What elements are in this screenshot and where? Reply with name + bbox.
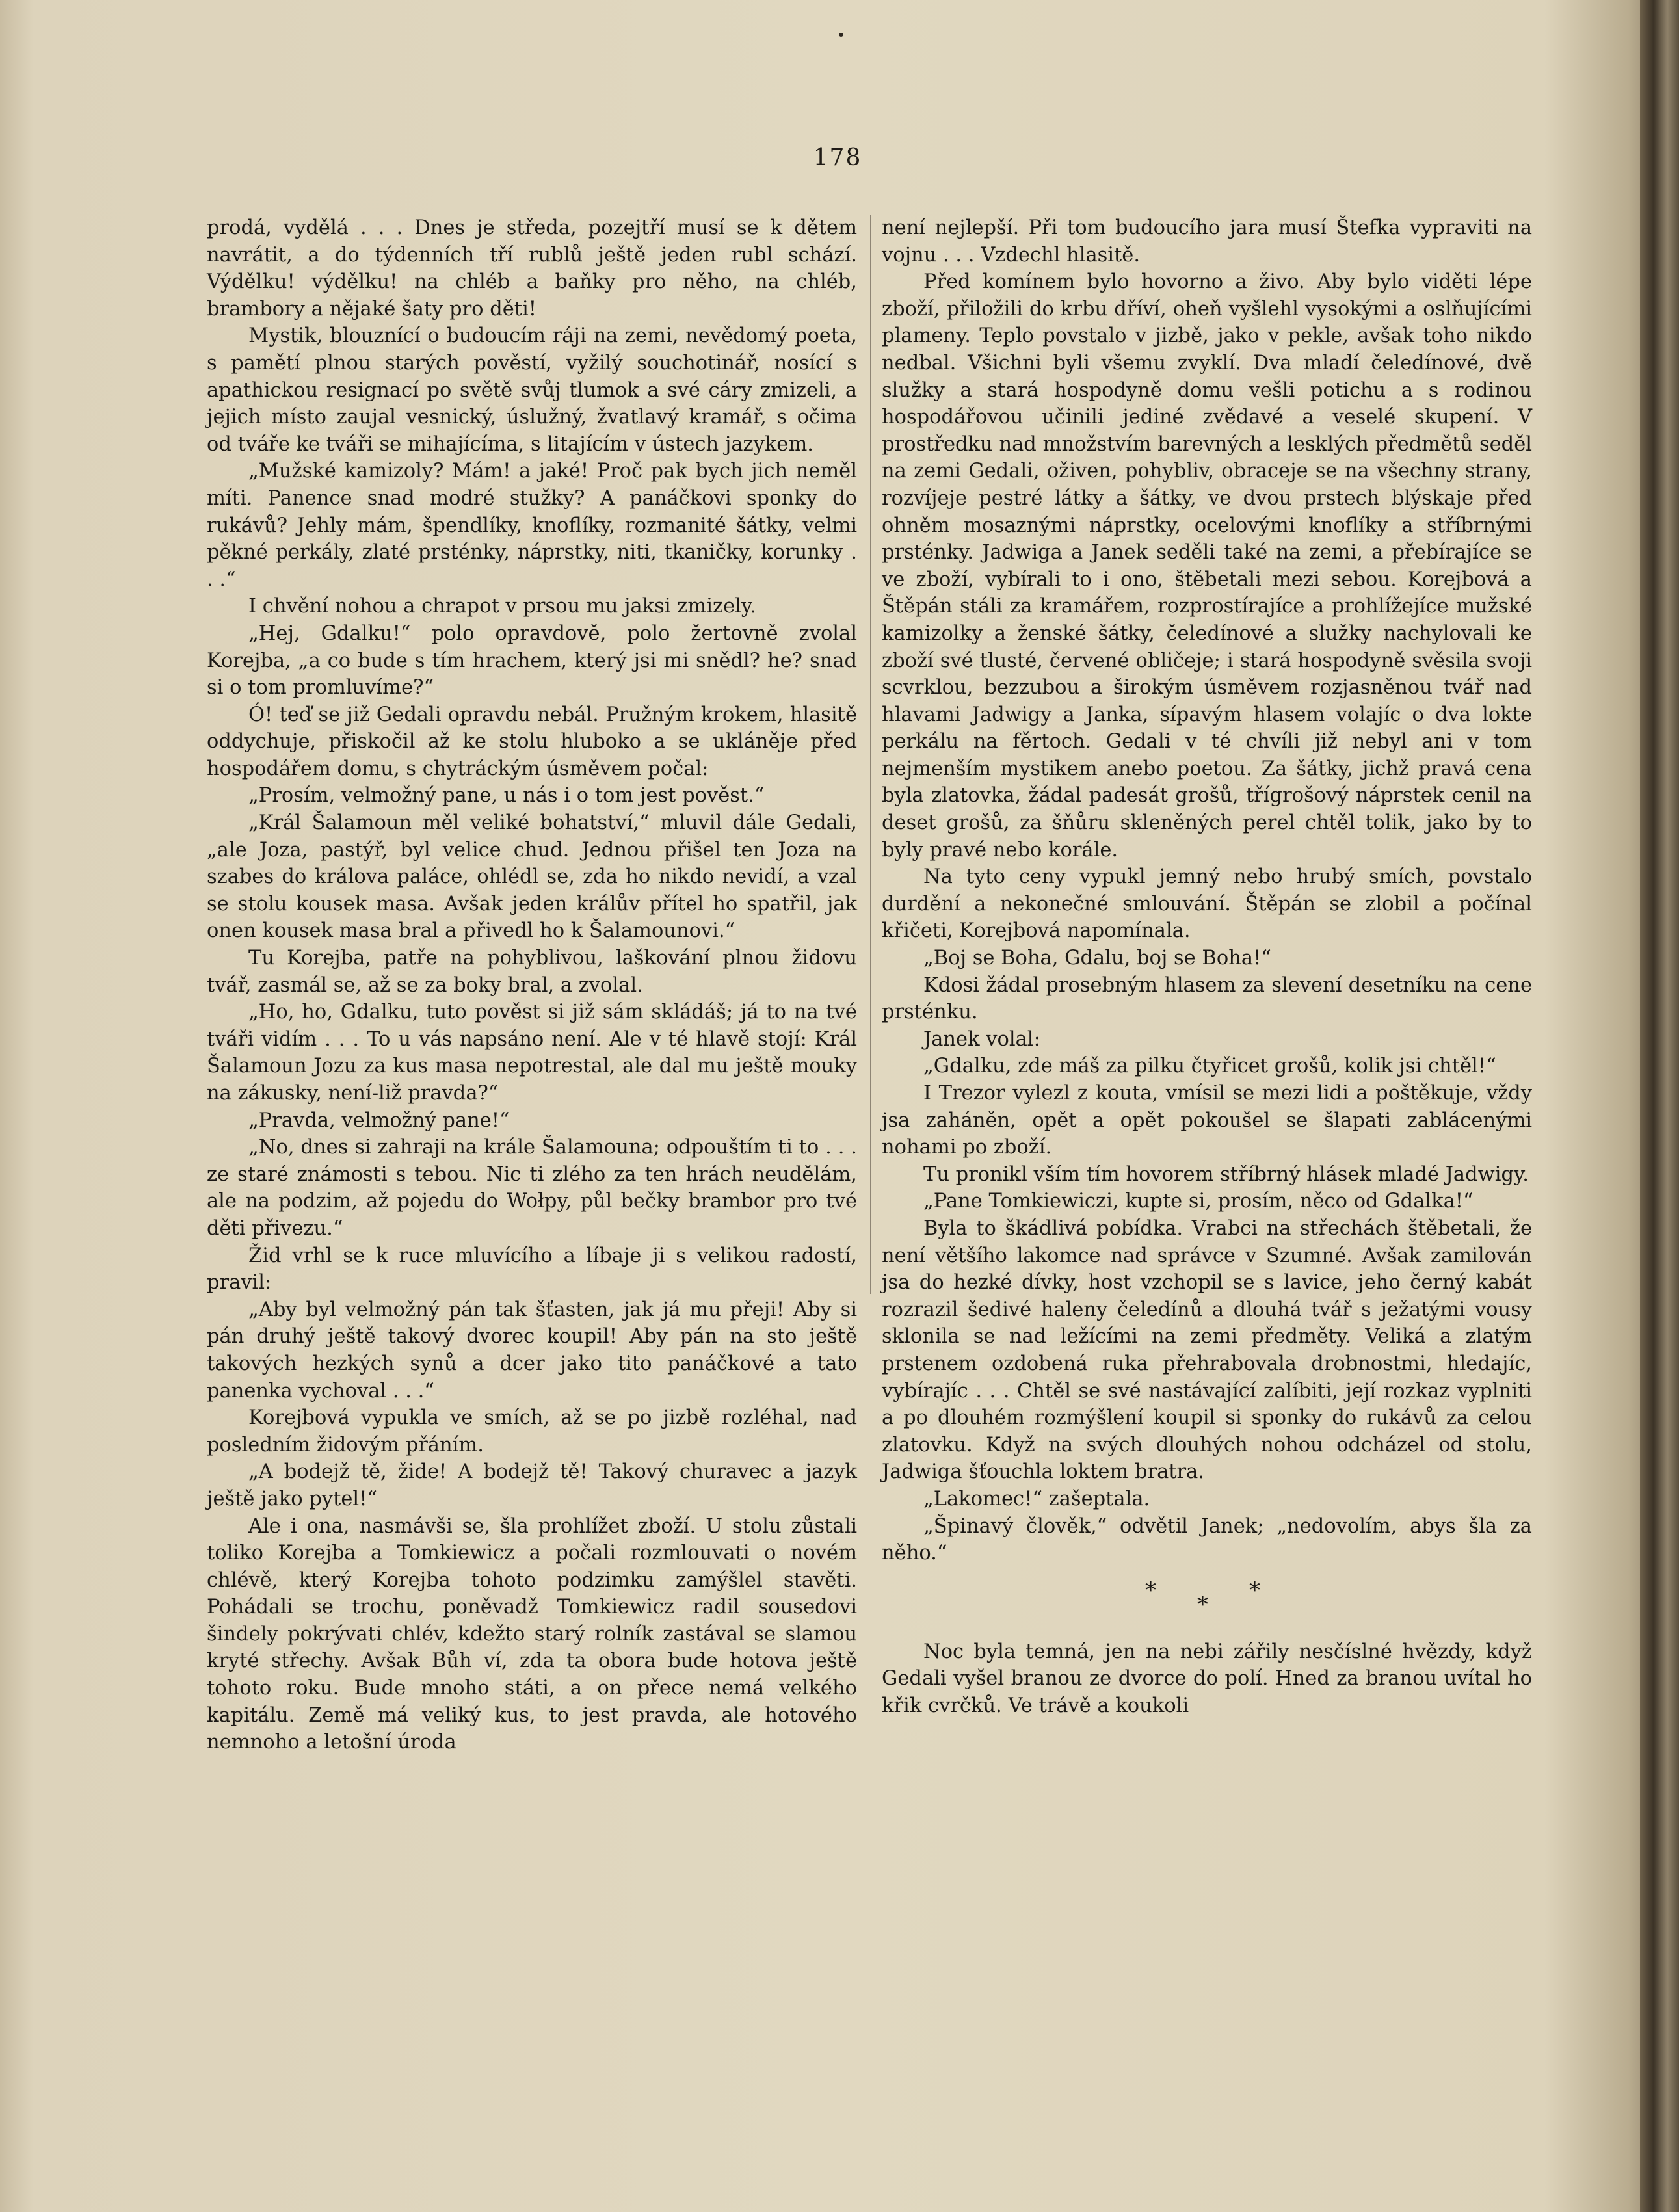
paragraph: Korejbová vypukla ve smích, až se po jizbě rozléhal, nad posledním židovým přáním. xyxy=(207,1406,857,1456)
paragraph: „Lakomec!“ zašeptala. xyxy=(923,1487,1150,1510)
paragraph: Před komínem bylo hovorno a živo. Aby bylo viděti lépe zboží, přiložili do krbu dříví, oheň vyšlehl vysokými a oslňujícími plameny. Teplo povstalo v jizbě, jako v pekle, avšak toho nikdo nedbal. Všichni byli všemu zvyklí. Dva mladí čeledínové, dvě služky a stará hospodyně domu vešli potichu a s rodinou hospodářovou učinili jediné zvědavé a veselé skupení. V prostředku nad množstvím barevných a lesklých předmětů seděl na zemi Gedali, oživen, pohybliv, obraceje se na všechny strany, rozvíjeje pestré látky a šátky, ve dvou prstech blýskaje před ohněm mosaznými náprstky, ocelovými knoflíky a stříbrnými prsténky. Jadwiga a Janek seděli také na zemi, a přebírajíce se ve zboží, vybírali to i ono, štěbetali mezi sebou. Korejbová a Štěpán stáli za kramářem, rozprostírajíce a prohlížejíce mužské kamizolky a ženské šátky, čeledínové a služky nachylovali ke zboží své tlusté, červené obličeje; i stará hospodyně svěsila svoji scvrklou, bezzubou a širokým úsměvem rozjasněnou tvář nad hlavami Jadwigy a Janka, sípavým hlasem volajíc o dva lokte perkálu na fěrtoch. Gedali v té chvíli již nebyl ani v tom nejmenším mystikem anebo poetou. Za šátky, jichž pravá cena byla zlatovka, žádal padesát grošů, třígrošový náprstek cenil na deset grošů, za šňůru skleněných perel chtěl tolik, jako by to byly pravé nebo korále. xyxy=(882,270,1532,862)
paragraph: „A bodejž tě, žide! A bodejž tě! Takový churavec a jazyk ještě jako pytel!“ xyxy=(207,1460,857,1510)
paragraph: Janek volal: xyxy=(923,1027,1040,1051)
section-break xyxy=(882,1567,1532,1639)
paragraph: Mystik, blouznící o budoucím ráji na zemi, nevědomý poeta, s pamětí plnou starých pověstí, vyžilý souchotinář, nosící s apathickou resignací po světě svůj tlumok a své cáry zmizeli, a jejich místo zaujal vesnický, úslužný, žvatlavý kramář, s očima od tváře ke tváři se mihajícíma, s litajícím v ústech jazykem. xyxy=(207,324,857,456)
paragraph: I Trezor vylezl z kouta, vmísil se mezi lidi a poštěkuje, vždy jsa zaháněn, opět a opět pokoušel se šlapati zablácenými nohami po zboží. xyxy=(882,1082,1532,1159)
paragraph: „Pane Tomkiewiczi, kupte si, prosím, něco od Gdalka!“ xyxy=(923,1190,1474,1213)
paragraph: „Gdalku, zde máš za pilku čtyřicet grošů, kolik jsi chtěl!“ xyxy=(923,1055,1496,1078)
paragraph: „Prosím, velmožný pane, u nás i o tom jest pověst.“ xyxy=(248,784,765,808)
paragraph: Byla to škádlivá pobídka. Vrabci na střechách štěbetali, že není většího lakomce nad správce v Szumné. Avšak zamilován jsa do hezké dívky, host vzchopil se s lavice, jeho černý kabát rozrazil šedivé haleny čeledínů a dlouhá tvář s ježatými vousy sklonila se nad ležícími na zemi předměty. Veliká a zlatým prstenem ozdobená ruka přehrabovala drobnostmi, hledajíc, vybírajíc . . . Chtěl se své nastávající zalíbiti, její rozkaz vyplniti a po dlouhém rozmýšlení koupil si sponky do rukávů za celou zlatovku. Když na svých dlouhých nohou odcházel od stolu, Jadwiga šťouchla loktem bratra. xyxy=(882,1217,1532,1484)
paragraph: není nejlepší. Při tom budoucího jara musí Štefka vypraviti na vojnu . . . Vzdechl hlasitě. xyxy=(882,217,1532,267)
paragraph: Tu pronikl vším tím hovorem stříbrný hlásek mladé Jadwigy. xyxy=(923,1163,1529,1186)
paragraph: Na tyto ceny vypukl jemný nebo hrubý smích, povstalo durdění a nekonečné smlouvání. Štěpán se zlobil a počínal křičeti, Korejbová napomínala. xyxy=(882,865,1532,943)
paragraph: „Ho, ho, Gdalku, tuto pověst si již sám skládáš; já to na tvé tváři vidím . . . To u vás napsáno není. Ale v té hlavě stojí: Král Šalamoun Jozu za kus masa nepotrestal, ale dal mu ještě mouky na zákusky, není-liž pravda?“ xyxy=(207,1001,857,1105)
paragraph: „Boj se Boha, Gdalu, boj se Boha!“ xyxy=(923,947,1271,970)
paragraph: Ó! teď se již Gedali opravdu nebál. Pružným krokem, hlasitě oddychuje, přiskočil až ke stolu hluboko a se ukláněje před hospodářem domu, s chytráckým úsměvem počal: xyxy=(207,703,857,780)
paragraph: „No, dnes si zahraji na krále Šalamouna; odpouštím ti to . . . ze staré známosti s tebou. Nic ti zlého za ten hrách neudělám, ale na podzim, až pojedu do Wołpy, půl bečky brambor pro tvé děti přivezu.“ xyxy=(207,1136,857,1240)
right-column xyxy=(882,215,1532,1719)
paragraph: „Špinavý člověk,“ odvětil Janek; „nedovolím, abys šla za něho.“ xyxy=(882,1514,1532,1565)
paragraph: „Pravda, velmožný pane!“ xyxy=(248,1109,510,1132)
paragraph: „Král Šalamoun měl veliké bohatství,“ mluvil dále Gedali, „ale Joza, pastýř, byl velice chud. Jednou přišel ten Joza na szabes do králova paláce, ohlédl se, zda ho nikdo nevidí, a vzal se stolu kousek masa. Avšak jeden králův přítel ho spatřil, jak onen kousek masa bral a přivedl ho k Šalamounovi.“ xyxy=(207,811,857,943)
section-break-star: * xyxy=(1249,1577,1260,1603)
print-speck xyxy=(839,33,843,37)
paragraph: „Hej, Gdalku!“ polo opravdově, polo žertovně zvolal Korejba, „a co bude s tím hrachem, který jsi mi snědl? he? snad si o tom promluvíme?“ xyxy=(207,622,857,700)
left-column xyxy=(207,215,857,1756)
paragraph: „Mužské kamizoly? Mám! a jaké! Proč pak bych jich neměl míti. Panence snad modré stužky? A panáčkovi sponky do rukávů? Jehly mám, špendlíky, knoflíky, rozmanité šátky, velmi pěkné perkály, zlaté prsténky, náprstky, niti, tkaničky, korunky . . .“ xyxy=(207,460,857,591)
paragraph: „Aby byl velmožný pán tak šťasten, jak já mu přeji! Aby si pán druhý ještě takový dvorec koupil! Aby pán na sto ještě takových hezkých synů a dcer jako tito panáčkové a tato panenka vychoval . . .“ xyxy=(207,1298,857,1402)
paragraph: Noc byla temná, jen na nebi zářily nesčíslné hvězdy, když Gedali vyšel branou ze dvorce do polí. Hned za branou uvítal ho křik cvrčků. Ve trávě a koukoli xyxy=(882,1640,1532,1717)
paragraph: Žid vrhl se k ruce mluvícího a líbaje ji s velikou radostí, pravil: xyxy=(207,1244,857,1295)
section-break-star: * xyxy=(1197,1591,1208,1618)
paragraph: Ale i ona, nasmávši se, šla prohlížet zboží. U stolu zůstali toliko Korejba a Tomkiewicz a počali rozmlouvati o novém chlévě, který Korejba tohoto podzimku zamýšlel stavěti. Pohádali se trochu, poněvadž Tomkiewicz radil sousedovi šindely pokrývati chlév, kdežto starý rolník zastával se slamou kryté střechy. Avšak Bůh ví, zda ta obora bude hotova ještě tohoto roku. Bude mnoho státi, a on přece nemá velkého kapitálu. Země má veliký kus, to jest pravda, ale hotového nemnoho a letošní úroda xyxy=(207,1514,857,1754)
paragraph: I chvění nohou a chrapot v prsou mu jaksi zmizely. xyxy=(248,595,756,618)
column-divider xyxy=(870,215,871,1294)
paragraph: Kdosi žádal prosebným hlasem za slevení desetníku na cene prsténku. xyxy=(882,973,1532,1024)
book-spine-edge xyxy=(1640,0,1679,2212)
paragraph: Tu Korejba, patře na pohyblivou, laškování plnou židovu tvář, zasmál se, až se za boky bral, a zvolal. xyxy=(207,947,857,997)
paragraph: prodá, vydělá . . . Dnes je středa, pozejtří musí se k dětem navrátit, a do týdenních tří rublů ještě jeden rubl schází. Výdělku! výdělku! na chléb a baňky pro něho, na chléb, brambory a nějaké šaty pro děti! xyxy=(207,217,857,321)
page-number: 178 xyxy=(813,144,862,171)
section-break-star: * xyxy=(1145,1577,1156,1603)
